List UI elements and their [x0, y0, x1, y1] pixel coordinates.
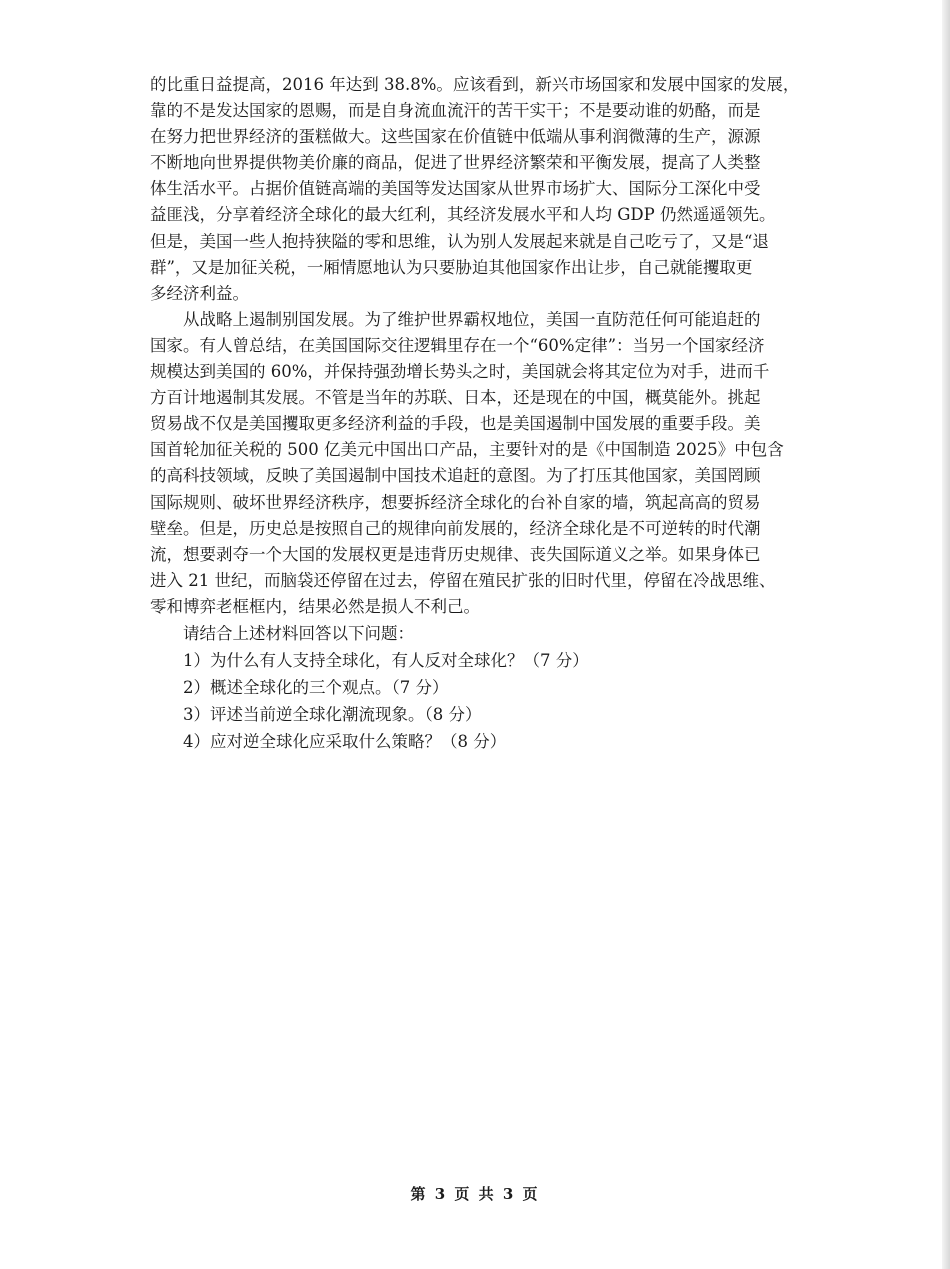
document-body: [150, 72, 828, 755]
question-item: 3）评述当前逆全球化潮流现象。（8 分）: [183, 704, 482, 724]
text-line: 进入 21 世纪，而脑袋还停留在过去，停留在殖民扩张的旧时代里，停留在冷战思维、: [150, 570, 776, 590]
question-item: 1）为什么有人支持全球化，有人反对全球化？（7 分）: [183, 650, 589, 670]
text-line: 群”，又是加征关税，一厢情愿地认为只要胁迫其他国家作出让步，自己就能攫取更: [150, 257, 753, 277]
text-line: 但是，美国一些人抱持狭隘的零和思维，认为别人发展起来就是自己吃亏了，又是“退: [150, 231, 769, 251]
text-line: 多经济利益。: [150, 283, 249, 303]
paragraph-1: [150, 72, 828, 307]
question-item: 2）概述全球化的三个观点。（7 分）: [183, 677, 449, 697]
question-block: [150, 620, 828, 755]
text-line: 方百计地遏制其发展。不管是当年的苏联、日本，还是现在的中国，概莫能外。挑起: [150, 388, 761, 408]
text-line: 国家。有人曾总结，在美国国际交往逻辑里存在一个“60%定律”：当另一个国家经济: [150, 335, 765, 355]
text-line: 零和博弈老框框内，结果必然是损人不利己。: [150, 596, 480, 616]
text-line: 流，想要剥夺一个大国的发展权更是违背历史规律、丧失国际道义之举。如果身体已: [150, 544, 761, 564]
text-line: 的比重日益提高，2016 年达到 38.8%。应该看到，新兴市场国家和发展中国家的发展，: [150, 75, 800, 94]
paragraph-2: [150, 307, 828, 620]
page-footer: 第 3 页 共 3 页: [410, 1185, 540, 1203]
text-line: 贸易战不仅是美国攫取更多经济利益的手段，也是美国遏制中国发展的重要手段。美: [150, 414, 761, 434]
text-line: 规模达到美国的 60%，并保持强劲增长势头之时，美国就会将其定位为对手，进而千: [150, 362, 770, 382]
text-line: 靠的不是发达国家的恩赐，而是自身流血流汗的苦干实干；不是要动谁的奶酪，而是: [150, 101, 761, 121]
text-line: 从战略上遏制别国发展。为了维护世界霸权地位，美国一直防范任何可能追赶的: [183, 309, 761, 329]
text-line: 不断地向世界提供物美价廉的商品，促进了世界经济繁荣和平衡发展，提高了人类整: [150, 153, 761, 173]
text-line: 国际规则、破坏世界经济秩序，想要拆经济全球化的台补自家的墙，筑起高高的贸易: [150, 492, 761, 512]
question-prompt: 请结合上述材料回答以下问题：: [183, 623, 414, 643]
text-line: 壁垒。但是，历史总是按照自己的规律向前发展的，经济全球化是不可逆转的时代潮: [150, 518, 761, 538]
text-line: 益匪浅，分享着经济全球化的最大红利，其经济发展水平和人均 GDP 仍然遥遥领先。: [150, 205, 776, 225]
text-line: 国首轮加征关税的 500 亿美元中国出口产品，主要针对的是《中国制造 2025》中包含: [150, 440, 784, 460]
scan-edge-shadow: [942, 0, 950, 1269]
text-line: 在努力把世界经济的蛋糕做大。这些国家在价值链中低端从事利润微薄的生产，源源: [150, 127, 761, 147]
text-line: 体生活水平。占据价值链高端的美国等发达国家从世界市场扩大、国际分工深化中受: [150, 179, 761, 199]
question-item: 4）应对逆全球化应采取什么策略？（8 分）: [183, 731, 507, 751]
text-line: 的高科技领域，反映了美国遏制中国技术追赶的意图。为了打压其他国家，美国罔顾: [150, 466, 761, 486]
